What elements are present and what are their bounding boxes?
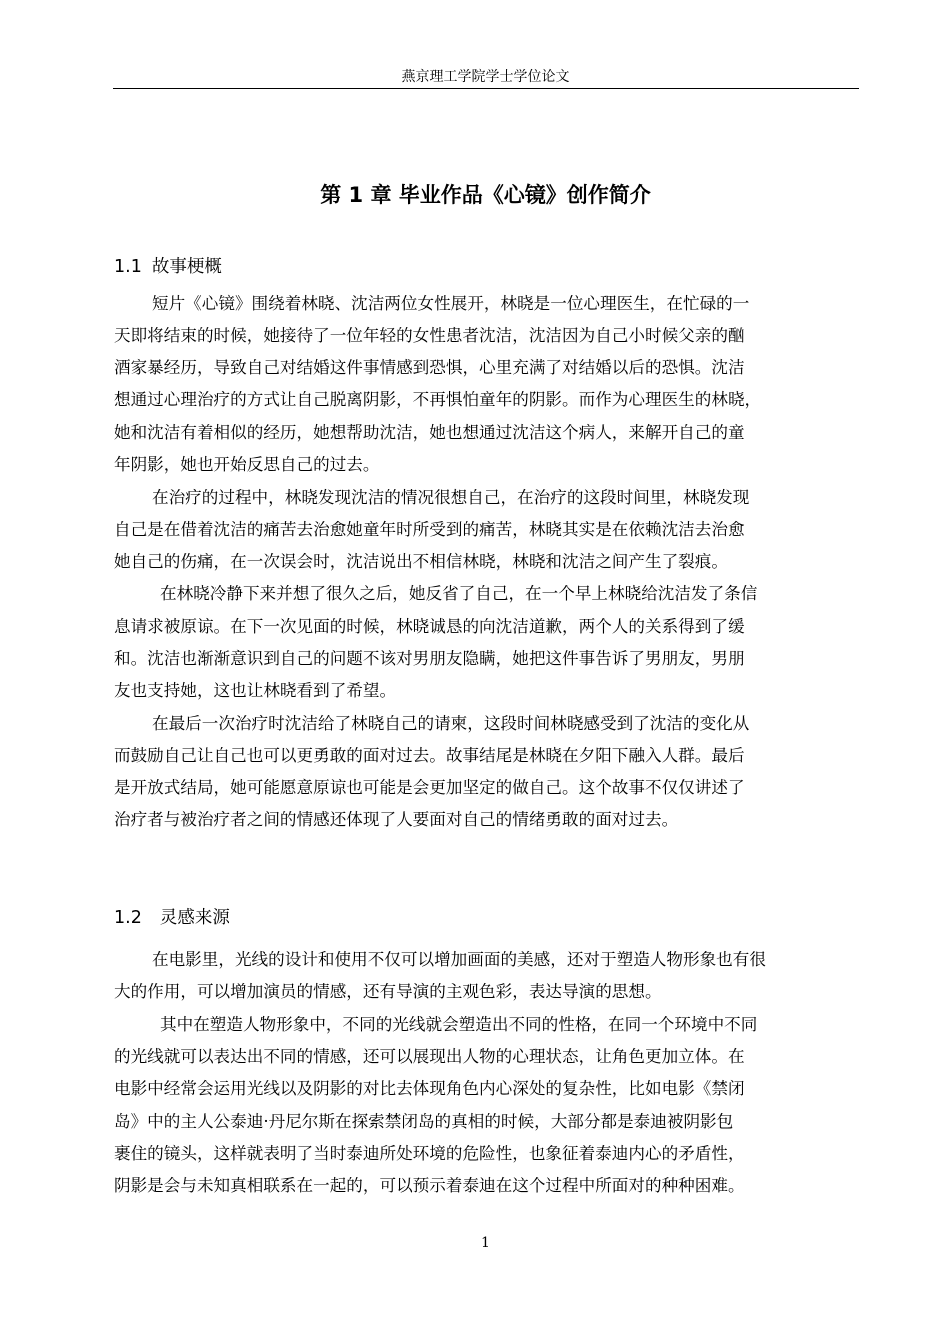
section-number: 1.2 — [114, 908, 142, 928]
paragraph-line: 电影中经常会运用光线以及阴影的对比去体现角色内心深处的复杂性，比如电影《禁闭 — [114, 1079, 745, 1098]
paragraph-line: 和。沈洁也渐渐意识到自己的问题不该对男朋友隐瞒，她把这件事告诉了男朋友，男朋 — [114, 649, 745, 668]
paragraph-line: 大的作用，可以增加演员的情感，还有导演的主观色彩，表达导演的思想。 — [114, 982, 662, 1001]
page-number: 1 — [481, 1235, 490, 1251]
section-number: 1.1 — [114, 257, 142, 277]
section-title: 故事梗概 — [151, 257, 222, 277]
header-divider — [113, 88, 859, 89]
paragraph-line: 是开放式结局，她可能愿意原谅也可能是会更加坚定的做自己。这个故事不仅仅讲述了 — [114, 778, 745, 797]
paragraph-line: 她和沈洁有着相似的经历，她想帮助沈洁，她也想通过沈洁这个病人，来解开自己的童 — [114, 423, 745, 442]
paragraph-line: 阴影是会与未知真相联系在一起的，可以预示着泰迪在这个过程中所面对的种种困难。 — [114, 1176, 745, 1195]
paragraph-line: 在电影里，光线的设计和使用不仅可以增加画面的美感，还对于塑造人物形象也有很 — [152, 950, 766, 969]
paragraph-line: 在最后一次治疗时沈洁给了林晓自己的请柬，这段时间林晓感受到了沈洁的变化从 — [152, 714, 750, 733]
paragraph-line: 治疗者与被治疗者之间的情感还体现了人要面对自己的情绪勇敢的面对过去。 — [114, 810, 679, 829]
paragraph-line: 息请求被原谅。在下一次见面的时候，林晓诚恳的向沈洁道歉，两个人的关系得到了缓 — [114, 617, 745, 636]
paragraph-line: 在治疗的过程中，林晓发现沈洁的情况很想自己，在治疗的这段时间里，林晓发现 — [152, 488, 750, 507]
paragraph-line: 其中在塑造人物形象中，不同的光线就会塑造出不同的性格，在同一个环境中不同 — [160, 1015, 758, 1034]
section-title: 灵感来源 — [159, 908, 230, 928]
paragraph-line: 在林晓冷静下来并想了很久之后，她反省了自己，在一个早上林晓给沈洁发了条信 — [160, 584, 758, 603]
page-header-title: 燕京理工学院学士学位论文 — [401, 69, 570, 85]
paragraph-line: 友也支持她，这也让林晓看到了希望。 — [114, 681, 397, 700]
paragraph-line: 的光线就可以表达出不同的情感，还可以展现出人物的心理状态，让角色更加立体。在 — [114, 1047, 745, 1066]
paragraph-line: 裹住的镜头，这样就表明了当时泰迪所处环境的危险性，也象征着泰迪内心的矛盾性， — [114, 1144, 745, 1163]
paragraph-line: 而鼓励自己让自己也可以更勇敢的面对过去。故事结尾是林晓在夕阳下融入人群。最后 — [114, 746, 745, 765]
paragraph-line: 酒家暴经历，导致自己对结婚这件事情感到恐惧，心里充满了对结婚以后的恐惧。沈洁 — [114, 358, 745, 377]
paragraph-line: 天即将结束的时候，她接待了一位年轻的女性患者沈洁，沈洁因为自己小时候父亲的酗 — [114, 326, 745, 345]
paragraph-line: 她自己的伤痛，在一次误会时，沈洁说出不相信林晓，林晓和沈洁之间产生了裂痕。 — [114, 552, 728, 571]
paragraph-line: 岛》中的主人公泰迪·丹尼尔斯在探索禁闭岛的真相的时候，大部分都是泰迪被阴影包 — [114, 1112, 734, 1131]
paragraph-line: 自己是在借着沈洁的痛苦去治愈她童年时所受到的痛苦，林晓其实是在依赖沈洁去治愈 — [114, 520, 745, 539]
section-heading-1-1 — [114, 255, 222, 279]
paragraph-line: 想通过心理治疗的方式让自己脱离阴影，不再惧怕童年的阴影。而作为心理医生的林晓， — [114, 390, 762, 409]
paragraph-line: 年阴影，她也开始反思自己的过去。 — [114, 455, 380, 474]
paragraph-line: 短片《心镜》围绕着林晓、沈洁两位女性展开，林晓是一位心理医生，在忙碌的一 — [152, 294, 750, 313]
section-heading-1-2 — [114, 906, 230, 930]
chapter-title: 第 1 章 毕业作品《心镜》创作简介 — [320, 183, 651, 207]
